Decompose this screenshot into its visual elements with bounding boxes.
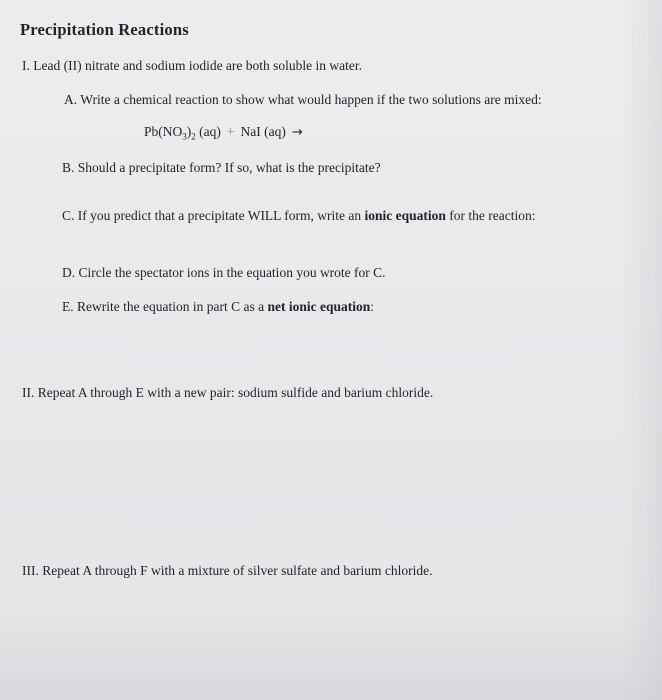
page-shadow-bottom (0, 610, 662, 700)
page-title: Precipitation Reactions (20, 20, 189, 39)
question-1-text: Lead (II) nitrate and sodium iodide are both soluble in water. (33, 58, 363, 73)
question-2 (22, 385, 433, 401)
reaction-equation (144, 124, 303, 145)
question-2-number: II. (22, 385, 35, 400)
part-e-bold: net ionic equation (267, 299, 371, 314)
question-1-number: I. (22, 58, 30, 73)
subscript-2: 2 (191, 131, 196, 142)
part-c-label: C. (62, 208, 75, 223)
question-3 (22, 563, 433, 579)
subscript-3: 3 (182, 131, 187, 142)
reactant-1-formula: $Pb(NO_3)_2$ (144, 124, 196, 142)
page-shadow-right (622, 0, 662, 700)
part-b-text: Should a precipitate form? If so, what is the precipitate? (77, 160, 381, 175)
part-e-text: Rewrite the equation in part C as a (77, 299, 268, 314)
part-c-text-end: for the reaction: (445, 208, 536, 223)
question-1 (22, 58, 362, 74)
part-d-label: D. (62, 265, 76, 280)
part-c-bold: ionic equation (364, 208, 446, 223)
part-e-label: E. (62, 299, 74, 314)
part-a (64, 92, 542, 108)
reactant-2-state: (aq) (264, 124, 286, 139)
part-e (62, 299, 374, 315)
question-3-number: III. (22, 563, 39, 578)
part-c-text: If you predict that a precipitate WILL form, write an (77, 208, 365, 223)
part-c (62, 208, 536, 224)
part-a-text: Write a chemical reaction to show what would happen if the two solutions are mixed: (80, 92, 542, 107)
question-3-text: Repeat A through F with a mixture of silver sulfate and barium chloride. (42, 563, 433, 578)
part-b (62, 160, 381, 176)
part-d (62, 265, 386, 281)
arrow-right-icon: → (291, 125, 303, 140)
reactant-1-state: (aq) (199, 124, 221, 139)
reactant-2-formula: NaI (240, 124, 261, 139)
part-d-text: Circle the spectator ions in the equation you wrote for C. (78, 265, 386, 280)
part-e-text-end: : (370, 299, 374, 314)
plus-sign: + (226, 124, 235, 139)
question-2-text: Repeat A through E with a new pair: sodium sulfide and barium chloride. (37, 385, 434, 400)
part-a-label: A. (64, 92, 78, 107)
part-b-label: B. (62, 160, 75, 175)
